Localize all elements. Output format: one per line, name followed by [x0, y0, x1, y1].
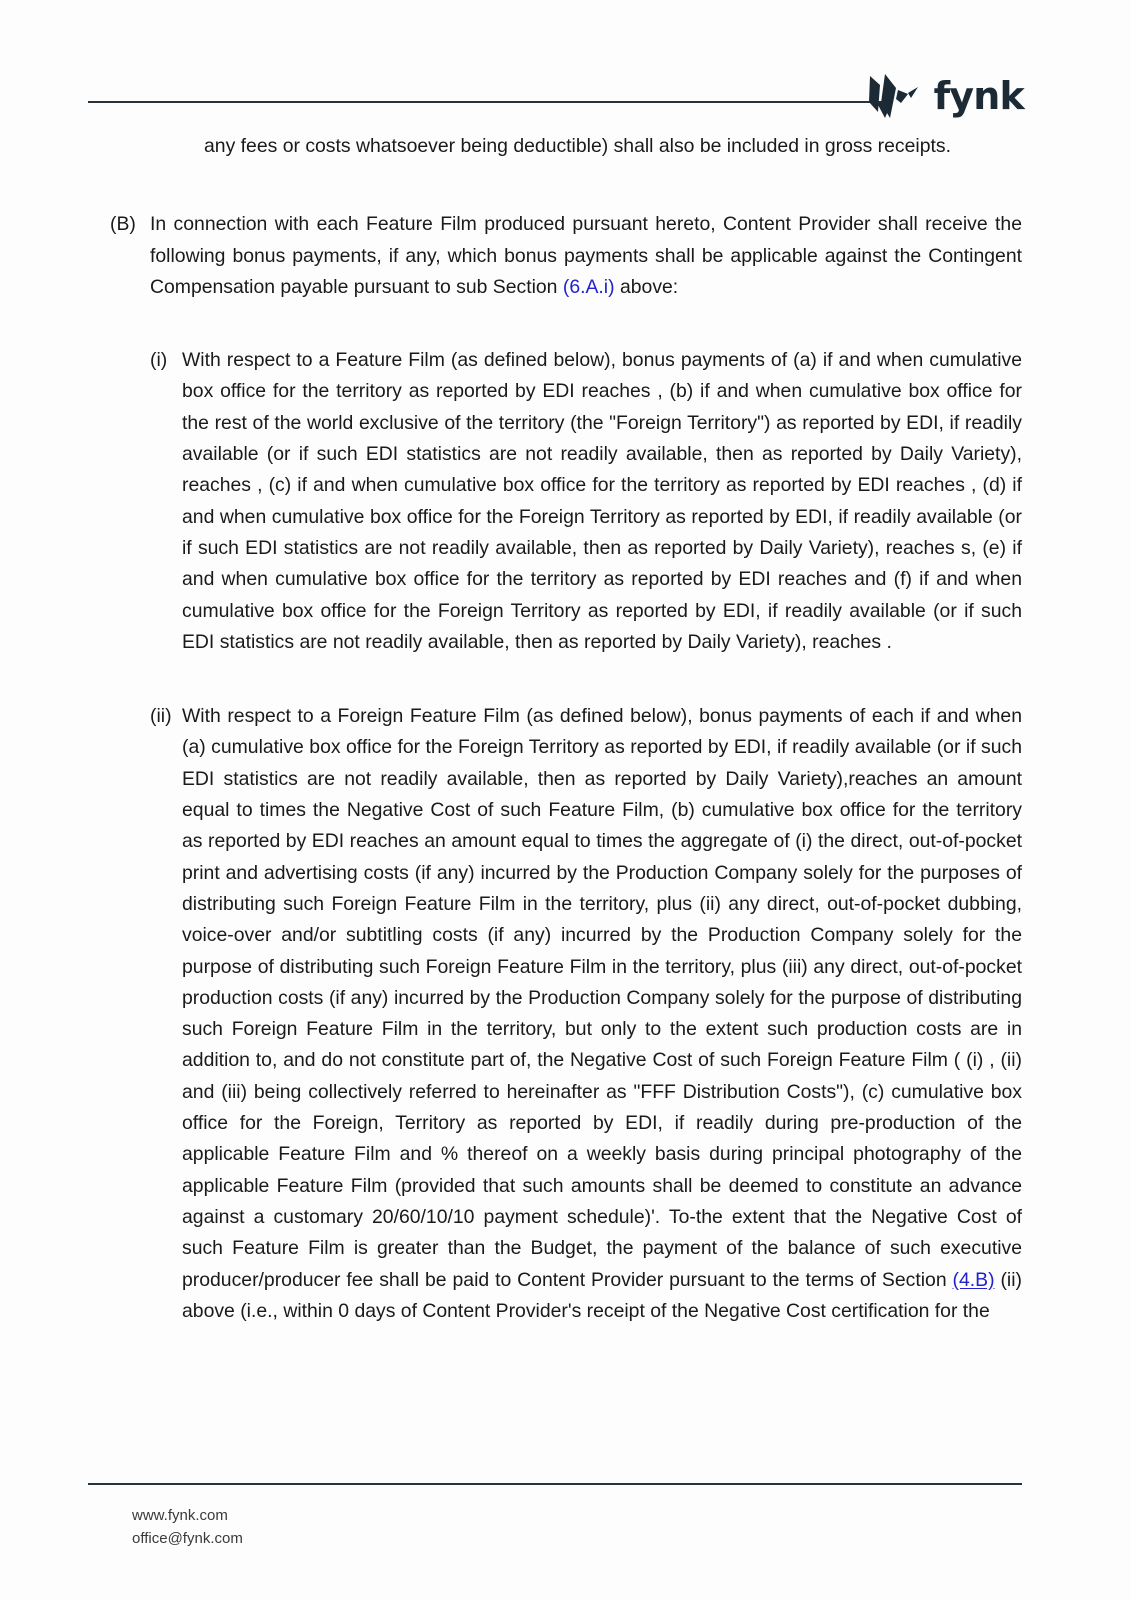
footer-divider — [88, 1483, 1022, 1485]
header-divider — [88, 101, 893, 103]
clause-ii-text — [182, 701, 1022, 1327]
clause-i-marker: (i) — [150, 349, 168, 372]
clause-ii-text-before-link: With respect to a Foreign Feature Film (as defined below), bonus payments of each if and when (a) cumulative box office for the Foreign Territory as reported by EDI, if readily available (or if such EDI statistics are not readily available, then as reported by Daily Variety),reaches an amount equal to times the Negative Cost of such Feature Film, (b) cumulative box office for the territory as reported by EDI reaches an amount equal to times the aggregate of (i) the direct, out-of-pocket print and advertising costs (if any) incurred by the Production Company solely for the purposes of distributing such Foreign Feature Film in the territory, plus (ii) any direct, out-of-pocket dubbing, voice-over and/or subtitling costs (if any) incurred by the Production Company solely for the purpose of distributing such Foreign Feature Film in the territory, plus (iii) any direct, out-of-pocket production costs (if any) incurred by the Production Company solely for the purpose of distributing such Foreign Feature Film in the territory, but only to the extent such production costs are in addition to, and do not constitute part of, the Negative Cost of such Foreign Feature Film ( (i) , (ii) and (iii) being collectively referred to hereinafter as "FFF Distribution Costs"), (c) cumulative box office for the Foreign, Territory as reported by EDI, if readily during pre-production of the applicable Feature Film and % thereof on a weekly basis during principal photography of the applicable Feature Film (provided that such amounts shall be deemed to constitute an advance against a customary 20/60/10/10 payment schedule)'. To-the extent that the Negative Cost of such Feature Film is greater than the Budget, the payment of the balance of such executive producer/producer fee shall be paid to Content Provider pursuant to the terms of Section — [182, 705, 1022, 1291]
clause-B-text-after-link: above: — [614, 275, 679, 298]
brand-logo — [863, 68, 1024, 124]
clause-B-text — [150, 209, 1022, 303]
clause-ii — [150, 701, 1022, 1327]
clause-B-text-before-link: In connection with each Feature Film produced pursuant hereto, Content Provider shall receive the following bonus payments, if any, which bonus payments shall be applicable against the Contingent Compensation payable pursuant to sub Section — [150, 213, 1022, 298]
clause-B-marker: (B) — [110, 213, 136, 236]
origami-bird-icon — [863, 72, 921, 120]
footer-website[interactable]: www.fynk.com — [132, 1507, 228, 1524]
brand-name: fynk — [933, 74, 1024, 118]
clause-i — [150, 345, 1022, 658]
document-body — [88, 131, 1022, 1327]
crossref-6-a-i-link[interactable]: (6.A.i) — [562, 275, 615, 298]
footer-contact — [132, 1504, 1022, 1550]
crossref-4-b-link[interactable]: (4.B) — [952, 1268, 995, 1291]
clause-i-text: With respect to a Feature Film (as defined below), bonus payments of (a) if and when cumulative box office for the territory as reported by EDI reaches , (b) if and when cumulative box office for the rest of the world exclusive of the territory (the "Foreign Territory") as reported by EDI, if readily available (or if such EDI statistics are not readily available, then as reported by Daily Variety), reaches , (c) if and when cumulative box office for the territory as reported by EDI reaches , (d) if and when cumulative box office for the Foreign Territory as reported by EDI, if readily available (or if such EDI statistics are not readily available, then as reported by Daily Variety), reaches s, (e) if and when cumulative box office for the territory as reported by EDI reaches and (f) if and when cumulative box office for the Foreign Territory as reported by EDI, if readily available (or if such EDI statistics are not readily available, then as reported by Daily Variety), reaches . — [182, 349, 1022, 653]
clause-ii-text-after-link: (ii) above (i.e., within 0 days of Content Provider's receipt of the Negative Cost certification for the — [182, 1268, 1023, 1322]
page-header — [0, 0, 1131, 140]
footer-email[interactable]: office@fynk.com — [132, 1530, 243, 1547]
continuation-paragraph: any fees or costs whatsoever being deductible) shall also be included in gross receipts. — [204, 135, 951, 157]
clause-B — [110, 209, 1022, 303]
clause-ii-marker: (ii) — [150, 705, 172, 728]
page-footer — [88, 1483, 1022, 1550]
